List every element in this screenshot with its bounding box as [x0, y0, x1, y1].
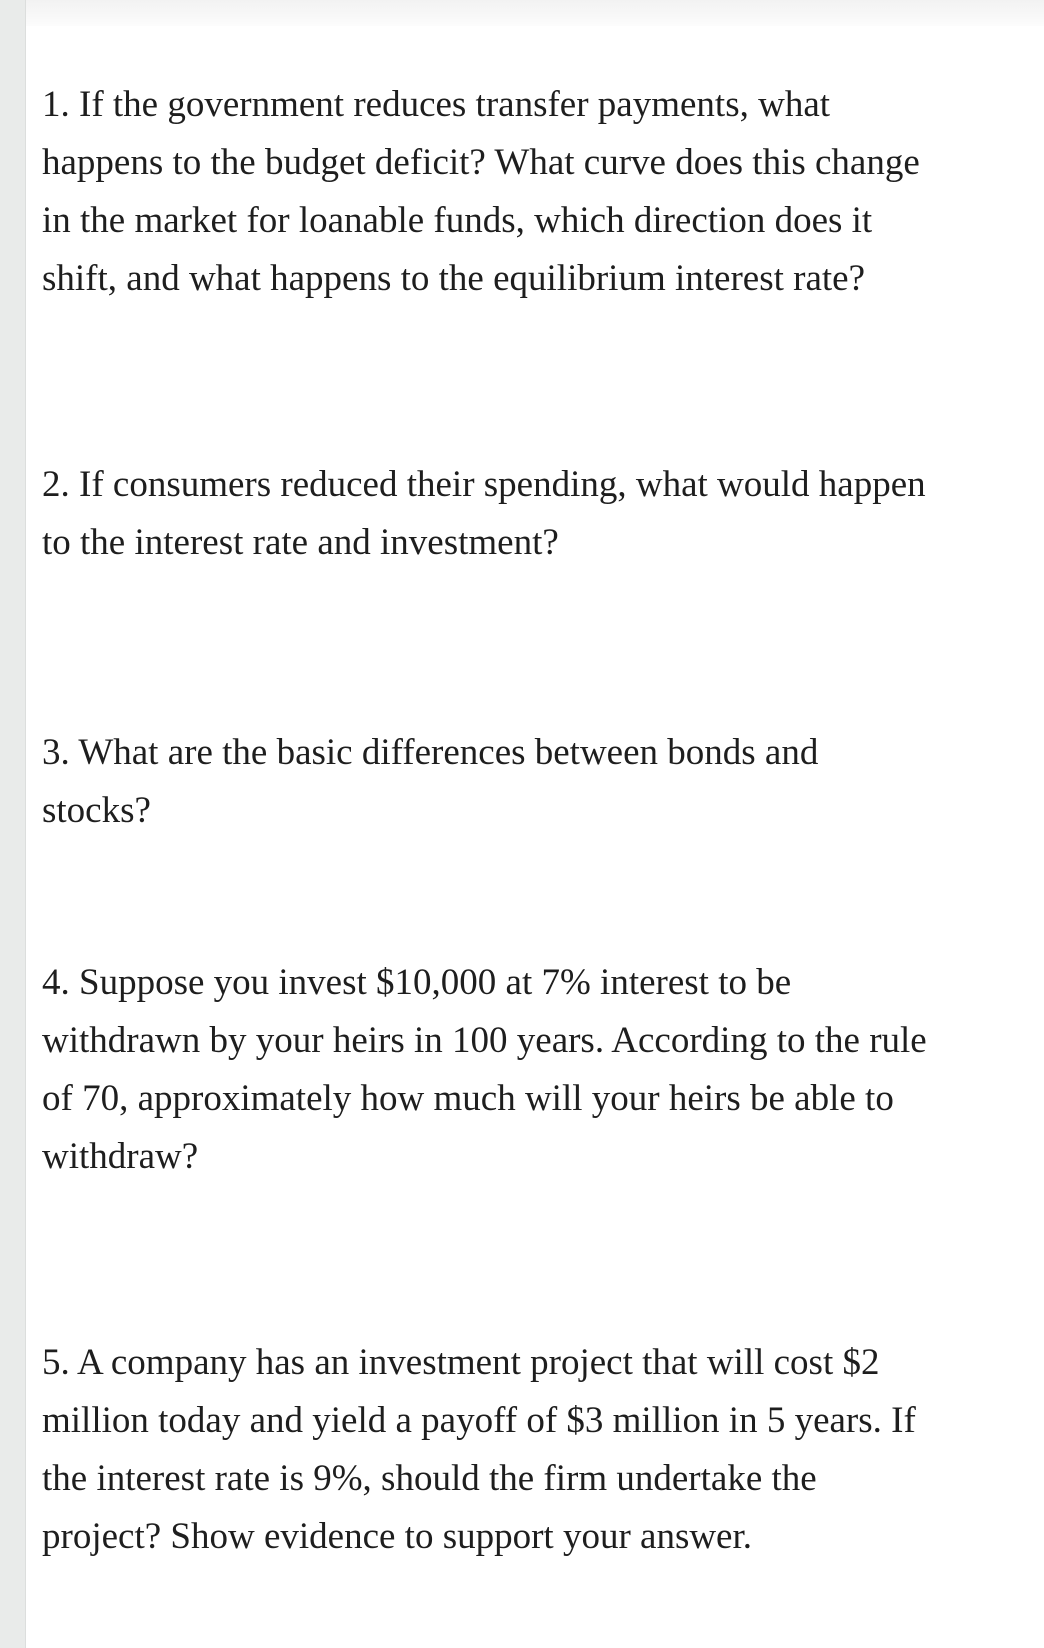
document-page	[42, 0, 1042, 1648]
question-4	[42, 954, 927, 1186]
left-margin-strip	[0, 0, 26, 1648]
question-5-line-2: million today and yield a payoff of $3 million in 5 years. If	[42, 1400, 916, 1441]
question-2	[42, 456, 926, 572]
question-1-line-2: happens to the budget deficit? What curve does this change	[42, 142, 920, 183]
question-1-line-3: in the market for loanable funds, which direction does it	[42, 200, 873, 241]
question-5-line-1: 5. A company has an investment project that will cost $2	[42, 1342, 880, 1383]
question-3-line-1: 3. What are the basic differences between bonds and	[42, 732, 819, 773]
question-1	[42, 76, 920, 308]
question-5-line-4: project? Show evidence to support your answer.	[42, 1516, 753, 1557]
question-3-line-2: stocks?	[42, 790, 151, 831]
question-1-line-4: shift, and what happens to the equilibrium interest rate?	[42, 258, 866, 299]
question-4-line-1: 4. Suppose you invest $10,000 at 7% interest to be	[42, 962, 792, 1003]
question-2-line-1: 2. If consumers reduced their spending, what would happen	[42, 464, 926, 505]
question-2-line-2: to the interest rate and investment?	[42, 522, 559, 563]
question-4-line-2: withdrawn by your heirs in 100 years. According to the rule	[42, 1020, 927, 1061]
question-1-line-1: 1. If the government reduces transfer payments, what	[42, 84, 831, 125]
question-4-line-4: withdraw?	[42, 1136, 199, 1177]
question-5-line-3: the interest rate is 9%, should the firm undertake the	[42, 1458, 817, 1499]
question-5	[42, 1334, 916, 1566]
question-3	[42, 724, 818, 840]
question-4-line-3: of 70, approximately how much will your heirs be able to	[42, 1078, 894, 1119]
